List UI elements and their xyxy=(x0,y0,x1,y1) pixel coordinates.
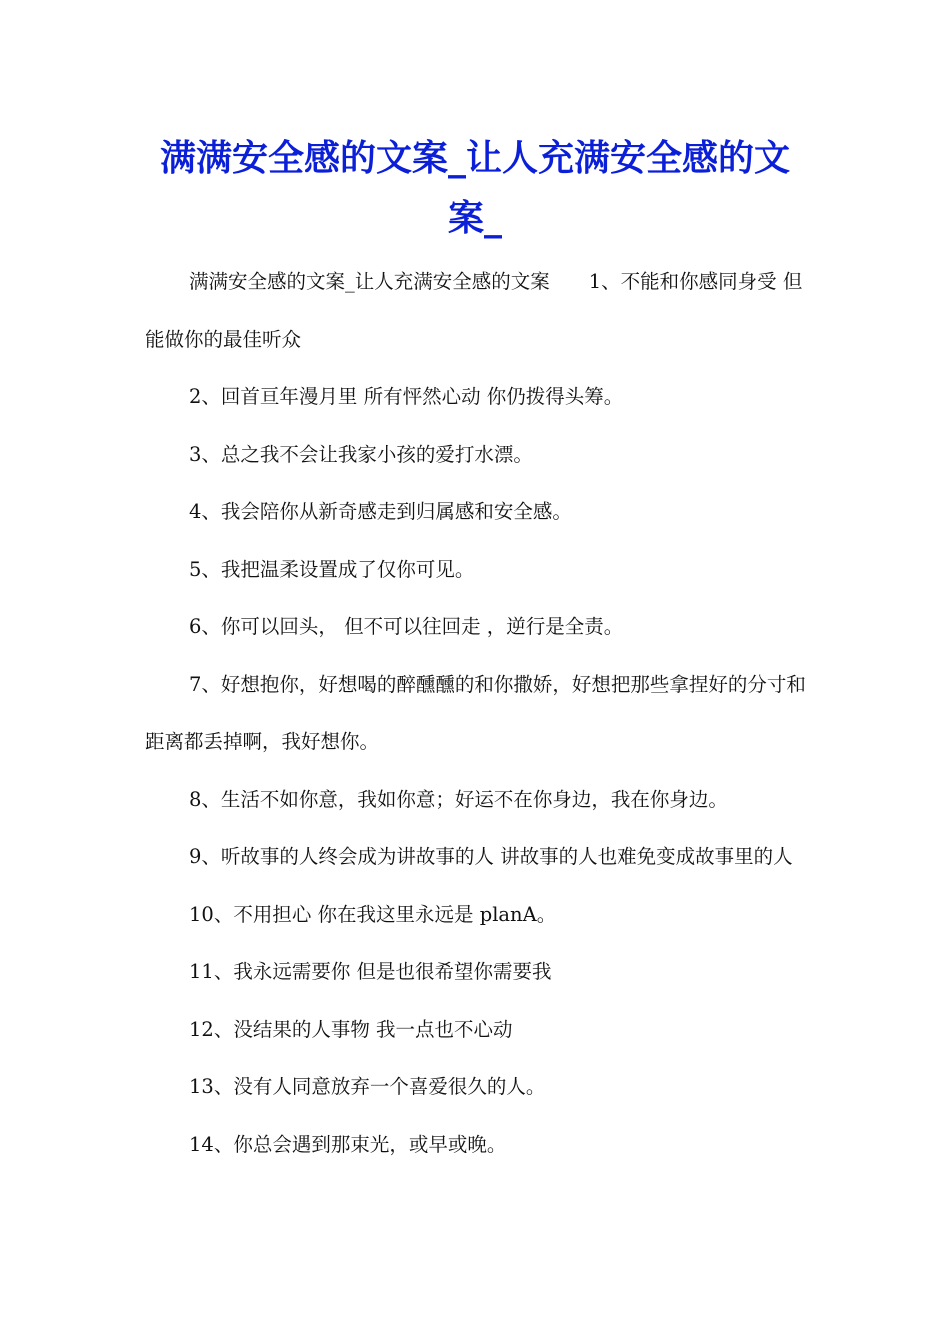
paragraph-3: 3、总之我不会让我家小孩的爱打水漂。 xyxy=(189,442,533,466)
paragraph-4: 4、我会陪你从新奇感走到归属感和安全感。 xyxy=(189,500,572,523)
paragraph-5: 5、我把温柔设置成了仅你可见。 xyxy=(189,557,475,581)
paragraph-9: 9、听故事的人终会成为讲故事的人 讲故事的人也难免变成故事里的人 xyxy=(189,845,793,868)
document-title: 满满安全感的文案_让人充满安全感的文案_ xyxy=(159,137,790,239)
paragraph-6: 6、你可以回头， 但不可以往回走 ，逆行是全责。 xyxy=(189,615,624,638)
paragraph-8: 8、生活不如你意，我如你意；好运不在你身边，我在你身边。 xyxy=(189,787,728,811)
paragraph-12: 12、没结果的人事物 我一点也不心动 xyxy=(189,1017,513,1041)
paragraph-14: 14、你总会遇到那束光，或早或晚。 xyxy=(189,1132,507,1156)
paragraph-2: 2、回首亘年漫月里 所有怦然心动 你仍拨得头筹。 xyxy=(189,385,624,408)
document-body xyxy=(145,253,807,1173)
paragraph-intro: 满满安全感的文案_让人充满安全感的文案 1、不能和你感同身受 但能做你的最佳听众 xyxy=(145,270,803,351)
paragraph-10: 10、不用担心 你在我这里永远是 planA。 xyxy=(189,902,557,926)
paragraph-13: 13、没有人同意放弃一个喜爱很久的人。 xyxy=(189,1075,546,1098)
paragraph-11: 11、我永远需要你 但是也很希望你需要我 xyxy=(189,960,552,983)
paragraph-7: 7、好想抱你，好想喝的醉醺醺的和你撒娇，好想把那些拿捏好的分寸和距离都丢掉啊，我好想你。 xyxy=(145,672,806,753)
